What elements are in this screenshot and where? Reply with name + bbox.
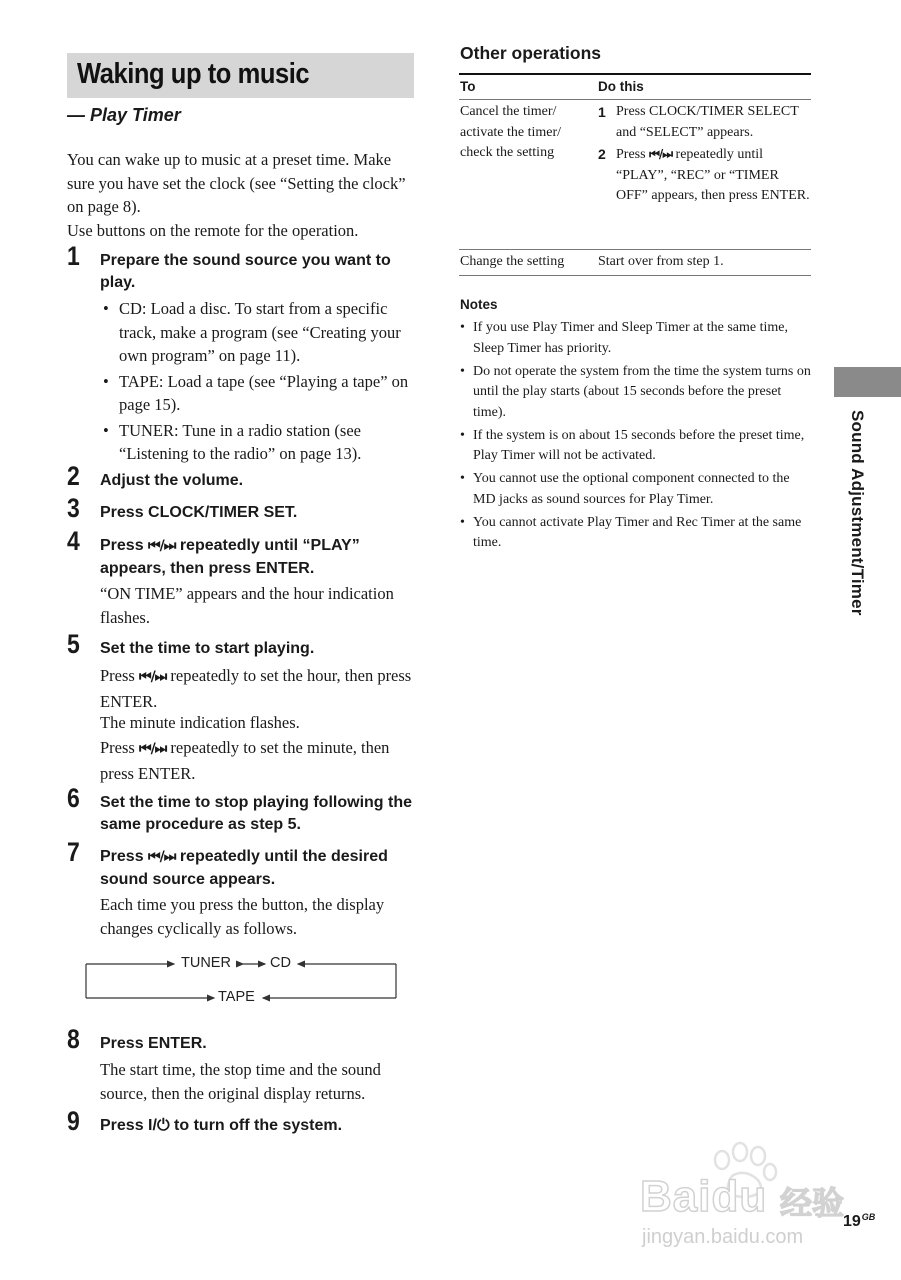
sub-step-number: 2 [598, 146, 606, 162]
page-number-value: 19 [843, 1213, 861, 1230]
step-4-heading-pre: Press [100, 537, 144, 554]
watermark-url: jingyan.baidu.com [642, 1226, 804, 1248]
step-number-7: 7 [67, 837, 80, 867]
diagram-label-tape: TAPE [218, 989, 255, 1005]
step-number-3: 3 [67, 493, 80, 523]
page-number-suffix: GB [861, 1212, 876, 1222]
list-item: • TUNER: Tune in a radio station (see “Listening to the radio” on page 13). [100, 419, 420, 466]
page-subtitle: — Play Timer [67, 105, 181, 125]
step-number-8: 8 [67, 1024, 80, 1054]
step-7-heading-post: repeatedly until the desired sound source appears. [100, 848, 388, 888]
step-3-heading: Press CLOCK/TIMER SET. [100, 504, 298, 521]
intro-paragraph [67, 148, 419, 242]
list-item: • If you use Play Timer and Sleep Timer at the same time, Sleep Timer has priority. [459, 318, 811, 359]
step-number-1: 1 [67, 241, 80, 271]
step-number-4: 4 [67, 526, 80, 556]
column-header-to: To [460, 79, 476, 94]
table-bottom-rule [459, 275, 811, 276]
step-5-body-1-post: repeatedly to set the hour, then press ENTER. [100, 666, 412, 711]
power-icon: I/⏻ [148, 1117, 170, 1134]
other-operations-title: Other operations [460, 43, 601, 63]
watermark-cn: 经验 [780, 1184, 845, 1222]
sub-step-number: 1 [598, 104, 606, 120]
page-title: Waking up to music [77, 58, 310, 90]
table-cell-to: Change the setting [460, 254, 565, 269]
table-cell-do: Start over from step 1. [598, 254, 724, 269]
step-7-heading-pre: Press [100, 848, 144, 865]
step-1-bullet-list [100, 297, 420, 468]
table-row [459, 100, 811, 249]
notes-title: Notes [460, 297, 498, 312]
list-item: • TAPE: Load a tape (see “Playing a tape” on page 15). [100, 370, 420, 417]
step-5-body-3 [100, 736, 420, 785]
step-4-heading-post: repeatedly until “PLAY” appears, then press ENTER. [100, 537, 360, 577]
skip-prev-next-icon: ⏮/⏭ [649, 147, 673, 161]
list-item: • If the system is on about 15 seconds before the preset time, Play Timer will not be activated. [459, 426, 811, 467]
step-7-body: Each time you press the button, the display changes cyclically as follows. [100, 895, 385, 938]
step-4-heading [100, 535, 420, 579]
step-4-body: “ON TIME” appears and the hour indication flashes. [100, 584, 394, 627]
page-number [843, 1212, 875, 1231]
sub-step-text-pre: Press [616, 147, 646, 162]
diagram-label-tuner: TUNER [181, 955, 231, 971]
table-cell-to: Cancel the timer/ activate the timer/ check the setting [460, 104, 562, 160]
notes-list [459, 318, 811, 556]
watermark-brand: Baidu [640, 1172, 768, 1221]
table-header-row [459, 75, 811, 99]
step-number-2: 2 [67, 461, 80, 491]
list-item: • You cannot activate Play Timer and Rec Timer at the same time. [459, 513, 811, 554]
step-2-heading: Adjust the volume. [100, 472, 244, 489]
sub-step-text-post: repeatedly until “PLAY”, “REC” or “TIMER OFF” appears, then press ENTER. [616, 147, 810, 203]
step-5-body-3-pre: Press [100, 738, 135, 757]
step-5-body-1-pre: Press [100, 666, 135, 685]
step-number-6: 6 [67, 783, 80, 813]
intro-line-1: You can wake up to music at a preset time. Make sure you have set the clock (see “Setting the clock” on page 8). [67, 150, 406, 216]
step-number-5: 5 [67, 629, 80, 659]
step-9-heading-post: to turn off the system. [174, 1117, 343, 1134]
section-tab-marker [834, 367, 901, 397]
table-row [459, 250, 811, 275]
list-item: • CD: Load a disc. To start from a specific track, make a program (see “Creating your own program” on page 11). [100, 297, 420, 368]
step-6-heading: Set the time to stop playing following the same procedure as step 5. [100, 794, 412, 833]
other-operations-table [459, 73, 811, 276]
skip-prev-next-icon: ⏮/⏭ [148, 849, 176, 865]
step-5-body-2: The minute indication flashes. [100, 713, 300, 732]
step-9-heading-pre: Press [100, 1117, 144, 1134]
step-9-heading [100, 1115, 420, 1137]
section-title-box [67, 53, 414, 98]
step-8-body: The start time, the stop time and the sound source, then the original display returns. [100, 1060, 381, 1103]
intro-line-2: Use buttons on the remote for the operation. [67, 220, 359, 240]
sub-step-1 [598, 102, 810, 143]
skip-prev-next-icon: ⏮/⏭ [138, 669, 167, 685]
step-number-9: 9 [67, 1106, 80, 1136]
sub-step-text: Press CLOCK/TIMER SELECT and “SELECT” appears. [616, 104, 799, 140]
list-item: • You cannot use the optional component connected to the MD jacks as sound sources for Play Timer. [459, 469, 811, 510]
section-tab-label: Sound Adjustment/Timer [848, 410, 867, 616]
step-8-heading: Press ENTER. [100, 1035, 207, 1052]
column-header-do-this: Do this [598, 79, 644, 94]
sub-step-2 [598, 144, 810, 207]
step-1-heading: Prepare the sound source you want to play. [100, 252, 391, 291]
source-cycle-diagram [80, 950, 410, 1010]
skip-prev-next-icon: ⏮/⏭ [148, 538, 176, 554]
step-5-body-1 [100, 664, 420, 713]
baidu-watermark [640, 1140, 860, 1250]
step-7-heading [100, 846, 420, 890]
list-item: • Do not operate the system from the time the system turns on until the play starts (about 15 seconds before the preset time). [459, 362, 811, 424]
step-5-body-3-post: repeatedly to set the minute, then press ENTER. [100, 738, 390, 783]
diagram-label-cd: CD [270, 955, 291, 971]
table-cell-do [598, 102, 810, 207]
step-5-heading: Set the time to start playing. [100, 640, 315, 657]
skip-prev-next-icon: ⏮/⏭ [138, 741, 167, 757]
